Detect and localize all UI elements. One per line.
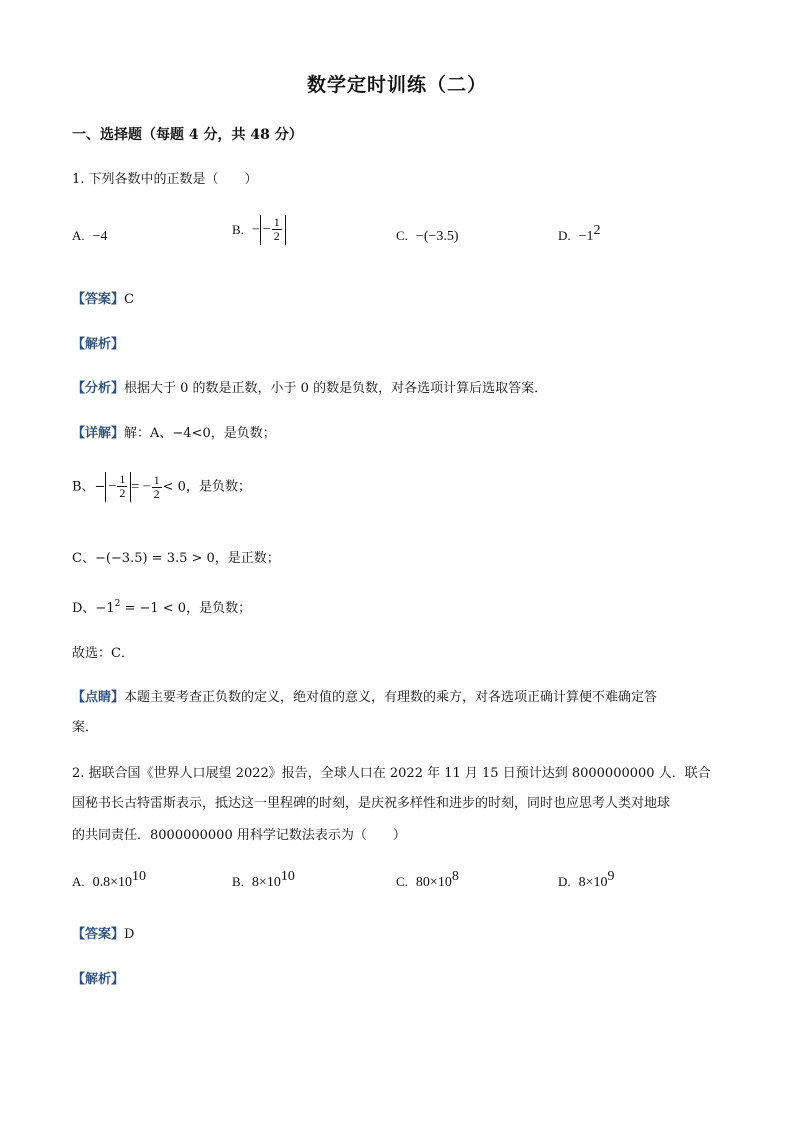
q1-option-d — [558, 223, 601, 245]
option-base: 0.8×10 — [92, 875, 133, 890]
q1-option-b — [232, 215, 286, 245]
q2-option-d — [558, 869, 615, 891]
q1-stem: 1. 下列各数中的正数是（ ） — [72, 172, 258, 187]
q1-option-c — [396, 228, 459, 245]
numerator: 1 — [273, 215, 280, 230]
fraction — [272, 216, 282, 243]
dianjing-tag: 【点睛】 — [72, 690, 125, 705]
numerator: 1 — [153, 472, 160, 487]
answer-value: C — [124, 292, 134, 307]
option-label: D. — [558, 228, 571, 243]
exponent: 10 — [280, 869, 295, 884]
q2-answer — [72, 923, 134, 942]
option-label: C. — [396, 874, 408, 889]
fraction — [117, 473, 127, 500]
answer-tag: 【答案】 — [72, 927, 125, 942]
q2-line-2: 国秘书长古特雷斯表示，抵达这一里程碑的时刻，是庆祝多样性和进步的时刻，同时也应思考人类对地球 — [72, 796, 671, 811]
minus-sign: − — [251, 222, 260, 238]
q1-xiangjie — [72, 422, 276, 441]
q2-option-c — [396, 869, 459, 891]
exponent: 2 — [114, 599, 121, 609]
d-post: = −1 < 0，是负数； — [120, 601, 252, 616]
q2-line-1: 2. 据联合国《世界人口展望 2022》报告，全球人口在 2022 年 11 月 15 日预计达到 8000000000 人．联合 — [72, 766, 711, 781]
absolute-value — [260, 215, 286, 245]
denominator: 2 — [119, 486, 126, 501]
d-pre: D、−1 — [72, 601, 115, 616]
absolute-value — [105, 472, 131, 502]
fraction — [152, 474, 162, 501]
q1-choose: 故选：C． — [72, 646, 134, 661]
q1-fenxi — [72, 377, 547, 396]
q1-b-line — [72, 472, 251, 502]
option-label: B. — [232, 221, 244, 237]
q2-option-a — [72, 869, 147, 891]
q1-analysis-tag: 【解析】 — [72, 337, 125, 352]
option-value: −4 — [92, 229, 108, 244]
b-tail: < 0，是负数； — [162, 479, 251, 495]
option-base: −1 — [578, 229, 594, 244]
inner-sign: − — [108, 479, 117, 494]
option-value: −(−3.5) — [415, 229, 459, 244]
exponent: 9 — [607, 869, 615, 884]
answer-value: D — [124, 927, 135, 942]
q1-answer — [72, 288, 134, 307]
numerator: 1 — [119, 472, 126, 487]
b-prefix: B、− — [72, 479, 106, 495]
inner-sign: − — [262, 222, 271, 237]
xiangjie-text: 解：A、−4<0，是负数； — [124, 426, 276, 441]
fenxi-text: 根据大于 0 的数是正数，小于 0 的数是负数，对各选项计算后选取答案． — [124, 381, 548, 396]
q2-line-3: 的共同责任．8000000000 用科学记数法表示为（ ） — [72, 828, 406, 843]
equals-minus: = − — [131, 479, 151, 495]
denominator: 2 — [273, 229, 280, 244]
exponent: 2 — [593, 223, 601, 238]
option-label: B. — [232, 874, 244, 889]
exponent: 10 — [132, 869, 147, 884]
dianjing-text: 本题主要考查正负数的定义，绝对值的意义，有理数的乘方，对各选项正确计算便不难确定答 — [124, 690, 658, 705]
page-title: 数学定时训练（二） — [306, 74, 487, 96]
xiangjie-tag: 【详解】 — [72, 426, 125, 441]
q1-c-line: C、−(−3.5) = 3.5 > 0，是正数； — [72, 551, 280, 566]
option-base: 8×10 — [251, 875, 281, 890]
q2-analysis-tag: 【解析】 — [72, 972, 125, 987]
option-label: C. — [396, 228, 408, 243]
section-heading: 一、选择题（每题 4 分，共 48 分） — [72, 127, 303, 143]
option-label: A. — [72, 228, 85, 243]
denominator: 2 — [153, 486, 160, 501]
exponent: 8 — [451, 869, 459, 884]
option-label: D. — [558, 874, 571, 889]
q1-d-line — [72, 597, 251, 616]
fenxi-tag: 【分析】 — [72, 381, 125, 396]
answer-tag: 【答案】 — [72, 292, 125, 307]
q2-option-b — [232, 869, 295, 891]
q1-dianjing-cont: 案． — [72, 720, 99, 735]
option-base: 80×10 — [415, 875, 452, 890]
option-label: A. — [72, 874, 85, 889]
option-base: 8×10 — [578, 875, 608, 890]
q1-option-a — [72, 228, 108, 245]
q1-dianjing — [72, 686, 657, 705]
